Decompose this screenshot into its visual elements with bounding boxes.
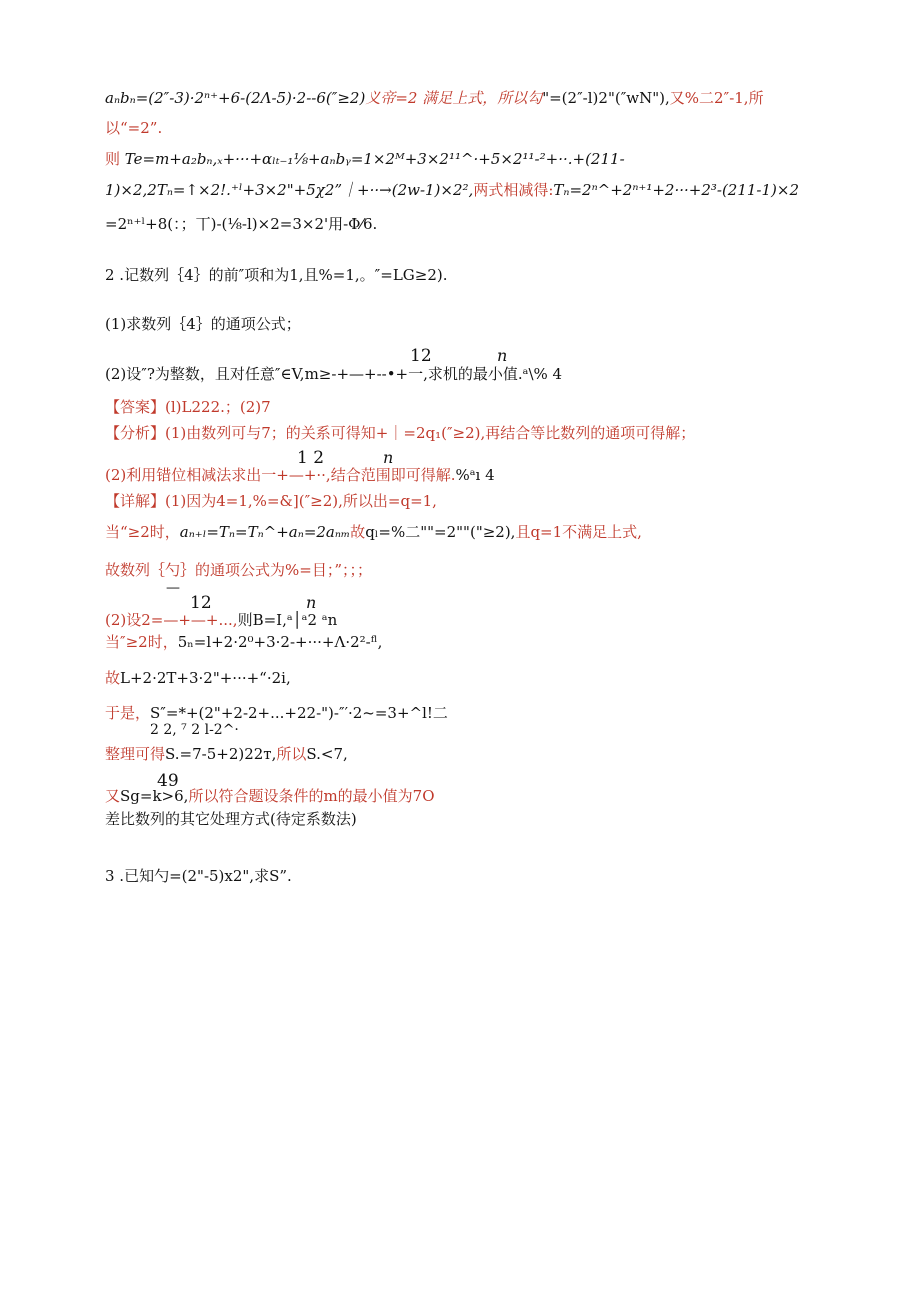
proof-line-5: =2ⁿ⁺ˡ+8(：；丅)-(⅛-l)×2=3×2'用-Φ⁄6. (105, 215, 378, 233)
detail-line-2 (105, 522, 642, 542)
fraction-variable: n (383, 448, 394, 467)
analysis-text: (1)由数列可与7；的关系可得知+｜=2q₁(″≥2),再结合等比数列的通项可得解； (165, 424, 696, 442)
analysis-line-2 (105, 465, 495, 485)
fraction-bar: — (166, 580, 180, 596)
analysis-formula: %ᵃı 4 (455, 466, 495, 484)
detail-formula: qₗ=%二""=2""("≥2), (365, 523, 516, 541)
proof-line-3 (105, 149, 625, 169)
proof-note: 则 (105, 150, 121, 168)
detail-line-4 (105, 610, 337, 630)
detail-formula: 则B=I,ᵃ│ᵃ2 ᵃn (237, 611, 338, 629)
answer-tag: 【答案】 (105, 398, 166, 416)
detail-formula: Sg=k>6, (120, 787, 189, 805)
proof-formula: Tₙ=2ⁿ^+2ⁿ⁺¹+2···+2³-(211-1)×2 (553, 181, 800, 199)
answer-line (105, 397, 271, 417)
section-note: 差比数列的其它处理方式(待定系数法) (105, 810, 357, 828)
proof-formula: aₙbₙ=(2″-3)·2ⁿ⁺+6-(2Λ-5)·2--6(″≥2) (105, 89, 366, 107)
detail-text: (2)设2=—+—+..., (105, 611, 238, 629)
detail-text: 又 (105, 787, 121, 805)
proof-formula: 1)×2,2Tₙ=↑×2!.⁺ˡ+3×2"+5χ2”｜+··→(2w-1)×2², (105, 181, 474, 199)
fraction-numerators: 12 (190, 593, 212, 613)
fraction-numerators: 49 (157, 771, 179, 791)
detail-line-6 (105, 668, 291, 688)
analysis-line-1 (105, 423, 695, 443)
detail-line-3: 故数列｛勺｝的通项公式为%=目；”；；； (105, 561, 372, 579)
fraction-numerators: 12 (410, 346, 432, 366)
detail-formula: L+2·2T+3·2"+···+“·2i, (120, 669, 291, 687)
question-3-stem: 3 .已知勺=(2"-5)x2",求S”. (105, 867, 292, 885)
detail-text: 所以 (276, 745, 307, 763)
proof-note: 两式相减得: (473, 181, 554, 199)
detail-text: (1)因为4=1,%=&](″≥2),所以出=q=1, (165, 492, 437, 510)
detail-line-9 (105, 786, 435, 806)
proof-line-4 (105, 180, 799, 200)
proof-line-1 (105, 88, 764, 108)
proof-line-2: 以“=2”. (105, 119, 163, 137)
detail-text: 于是， (105, 704, 151, 722)
detail-line-8 (105, 744, 348, 764)
detail-tag: 【详解】 (105, 492, 166, 510)
fraction-numerators: 1 2 (297, 448, 325, 468)
proof-formula: "=(2″-l)2"(″wN"), (542, 89, 670, 107)
question-2-part-2: (2)设″?为整数，且对任意″∈V,m≥-+—+--•+一,求机的最小值.ᵃ\% 4 (105, 365, 563, 383)
detail-formula: 5ₙ=l+2·2⁰+3·2-+···+Λ·2²-ᶠˡ, (177, 633, 383, 651)
detail-text: 当″≥2时， (105, 633, 178, 651)
detail-formula: aₙ₊ₗ=Tₙ=Tₙ^+aₙ=2aₙₘ (179, 523, 351, 541)
proof-formula: Te=m+a₂bₙ,ₓ+···+αₗₜ₋₁⅛+aₙbᵧ=1×2ᴹ+3×2¹¹^·+5×2¹¹-²+··.+(211- (124, 150, 625, 168)
detail-line-7-denominators: 2 2, ⁷ 2 l-2^· (150, 722, 239, 738)
detail-formula: S.<7, (306, 745, 348, 763)
detail-line-5 (105, 632, 382, 652)
analysis-tag: 【分析】 (105, 424, 166, 442)
detail-text: 且q=1不满足上式, (515, 523, 642, 541)
question-2-stem: 2 .记数列｛4｝的前″项和为1,且%=1,。″=LG≥2). (105, 266, 448, 284)
fraction-variable: n (497, 346, 508, 365)
proof-note: 又%二2″-1,所 (669, 89, 764, 107)
detail-text: 当“≥2时， (105, 523, 180, 541)
answer-text: (l)L222.；(2)7 (165, 398, 271, 416)
fraction-variable: n (306, 593, 317, 612)
detail-text: 所以符合题设条件的m的最小值为7O (188, 787, 435, 805)
analysis-text: (2)利用错位相减法求出一+—+··,结合范围即可得解. (105, 466, 456, 484)
detail-text: 故 (105, 669, 121, 687)
detail-formula: S.=7-5+2)22т, (165, 745, 277, 763)
question-2-part-1: (1)求数列｛4｝的通项公式； (105, 315, 301, 333)
detail-formula: S″=*+(2"+2-2+...+22-")-″′·2~=3+^l!二 (150, 704, 448, 722)
detail-text: 故 (350, 523, 366, 541)
proof-note: 义帝=2 满足上式，所以勾 (365, 89, 543, 107)
detail-text: 整理可得 (105, 745, 166, 763)
detail-line-1 (105, 491, 437, 511)
